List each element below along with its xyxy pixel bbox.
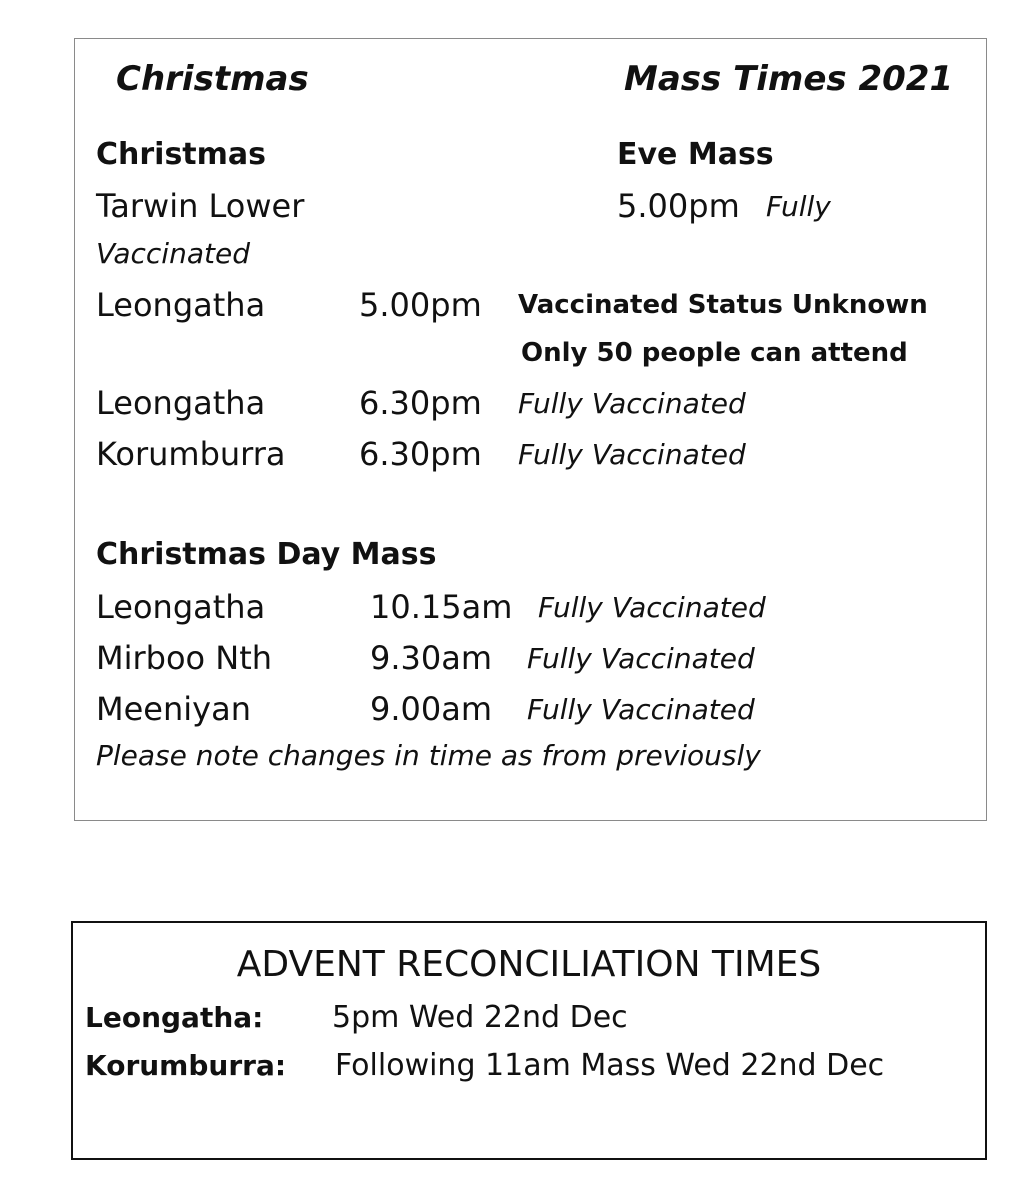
day-row-3-time: 9.00am [370, 690, 493, 728]
eve-row-2-place: Leongatha [96, 384, 266, 422]
tarwin-time: 5.00pm [617, 187, 740, 225]
day-row-2-status: Fully Vaccinated [527, 642, 755, 675]
eve-row-1-time: 5.00pm [359, 286, 482, 324]
eve-heading-right: Eve Mass [617, 137, 774, 172]
eve-row-3-place: Korumburra [96, 435, 286, 473]
eve-row-3-status: Fully Vaccinated [518, 438, 746, 471]
eve-row-2-time: 6.30pm [359, 384, 482, 422]
day-row-1-time: 10.15am [370, 588, 513, 626]
tarwin-status-1: Fully [766, 190, 831, 223]
day-row-3-place: Meeniyan [96, 690, 251, 728]
eve-row-1-status: Vaccinated Status Unknown [518, 290, 928, 320]
recon-row-2-detail: Following 11am Mass Wed 22nd Dec [335, 1048, 885, 1083]
day-row-2-place: Mirboo Nth [96, 639, 273, 677]
day-note: Please note changes in time as from previously [96, 739, 761, 772]
day-row-1-place: Leongatha [96, 588, 266, 626]
tarwin-status-2: Vaccinated [96, 237, 250, 270]
day-row-1-status: Fully Vaccinated [538, 591, 766, 624]
recon-row-1-detail: 5pm Wed 22nd Dec [332, 1000, 628, 1035]
eve-row-1-note: Only 50 people can attend [521, 338, 908, 368]
day-row-2-time: 9.30am [370, 639, 493, 677]
eve-row-1-place: Leongatha [96, 286, 266, 324]
reconciliation-title: ADVENT RECONCILIATION TIMES [236, 944, 822, 985]
tarwin-place: Tarwin Lower [96, 187, 305, 225]
day-heading: Christmas Day Mass [96, 537, 437, 572]
eve-heading-left: Christmas [96, 137, 267, 172]
recon-row-2-label: Korumburra: [85, 1049, 287, 1082]
eve-row-2-status: Fully Vaccinated [518, 387, 746, 420]
recon-row-1-label: Leongatha: [85, 1001, 264, 1034]
eve-row-3-time: 6.30pm [359, 435, 482, 473]
title-christmas: Christmas [116, 59, 309, 99]
day-row-3-status: Fully Vaccinated [527, 693, 755, 726]
title-mass-times-2021: Mass Times 2021 [624, 59, 954, 99]
